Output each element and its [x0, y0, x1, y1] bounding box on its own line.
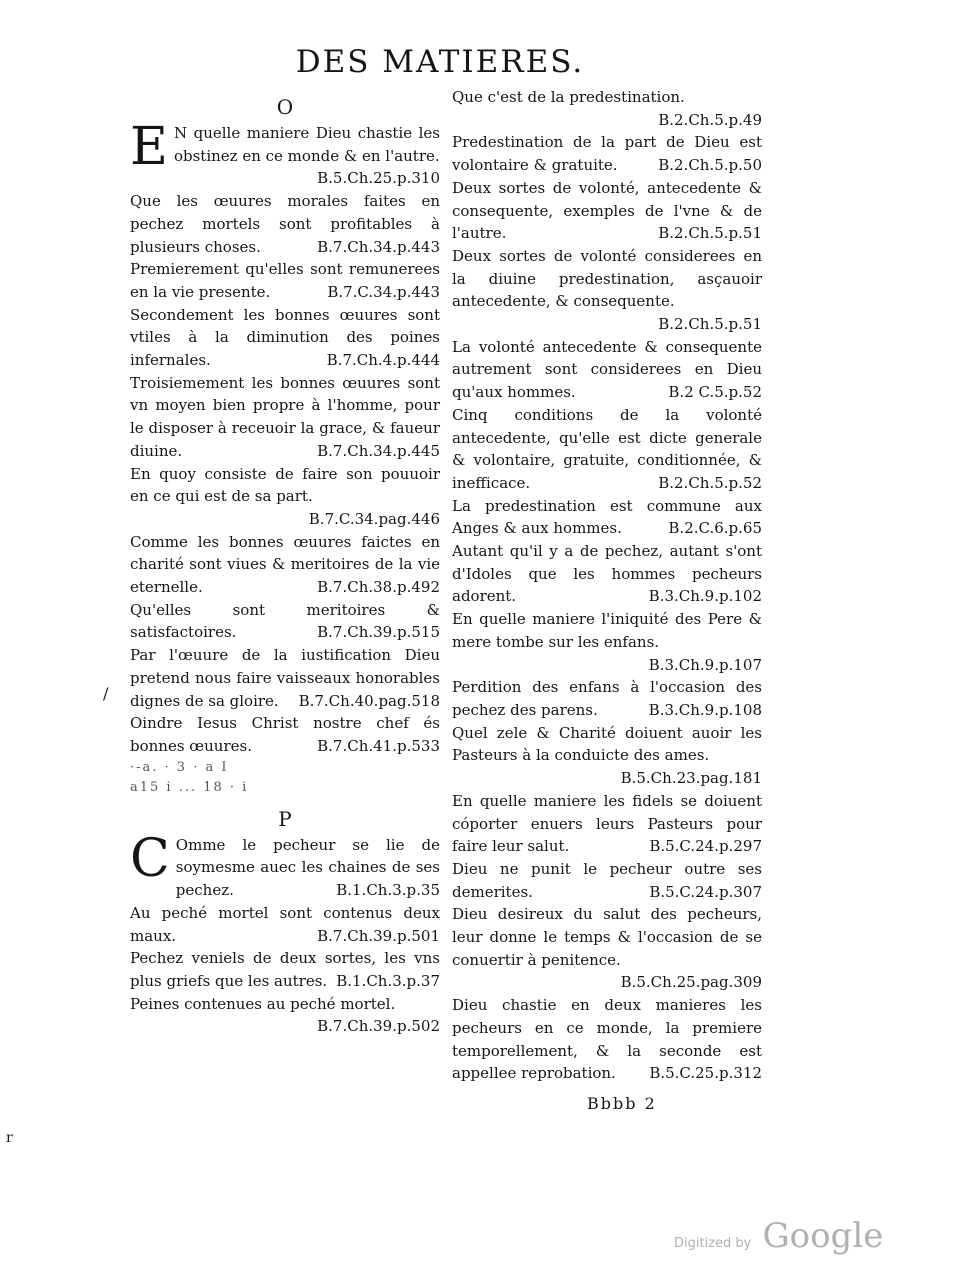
entry-reference: B.7.Ch.4.p.444 — [326, 351, 440, 370]
section-letter-p: P — [278, 806, 292, 831]
entry-reference: B.7.Ch.39.p.515 — [317, 623, 440, 642]
entry-text: Par l'œuure de la iustification Dieu pretend nous faire vaisseaux honorables dignes de sa gloire. — [130, 646, 440, 710]
entry-reference: B.7.Ch.41.p.533 — [317, 736, 440, 755]
index-entry — [130, 712, 440, 757]
index-entry — [452, 608, 762, 676]
index-entry — [452, 177, 762, 245]
entry-text: Cinq conditions de la volonté antecedente, qu'elle est dicte generale & volontaire, gratuite, conditionnée, & inefficace. — [452, 405, 762, 492]
entry-text: Deux sortes de volonté, antecedente & consequente, exemples de l'vne & de l'autre. — [452, 178, 762, 243]
digitized-watermark — [674, 1216, 883, 1256]
entry-text: En quelle maniere les fidels se doiuent cóporter enuers leurs Pasteurs pour faire leur salut. — [452, 791, 762, 856]
index-entry — [452, 495, 762, 540]
entry-text: Que c'est de la predestination. — [452, 88, 685, 106]
entry-text: Quel zele & Charité doiuent auoir les Pasteurs à la conduicte des ames. — [452, 723, 762, 765]
entry-text: En quelle maniere l'iniquité des Pere & mere tombe sur les enfans. — [452, 610, 762, 651]
entry-text: Secondement les bonnes œuures sont vtiles à la diminution des poines infernales. — [130, 305, 440, 370]
entry-text: Pechez veniels de deux sortes, les vns plus griefs que les autres. — [130, 949, 440, 990]
index-entry — [130, 902, 440, 947]
section-letter-o: O — [276, 95, 294, 119]
page-title: DES MATIERES. — [295, 44, 585, 80]
entry-text: Dieu desireux du salut des pecheurs, leur donne le temps & l'occasion de se conuertir à penitence. — [452, 905, 762, 969]
index-entry — [452, 540, 762, 608]
entry-text: Peines contenues au peché mortel. — [130, 994, 396, 1013]
entry-reference: B.5.C.24.p.297 — [649, 837, 762, 856]
entry-reference: B.7.Ch.40.pag.518 — [298, 691, 440, 710]
entry-reference: B.7.Ch.39.p.501 — [317, 926, 440, 945]
index-entry — [130, 258, 440, 303]
margin-mark: / — [103, 684, 109, 703]
index-entry — [130, 463, 440, 531]
index-entry — [130, 828, 440, 902]
entry-text: Autant qu'il y a de pechez, autant s'ont d'Idoles que les hommes pecheurs adorent. — [452, 542, 762, 606]
left-column — [130, 86, 440, 1038]
entry-reference: B.2 C.5.p.52 — [668, 383, 762, 402]
entry-reference: B.3.Ch.9.p.102 — [648, 587, 762, 606]
watermark-brand: Google — [762, 1216, 884, 1256]
index-entry — [452, 858, 762, 903]
entry-text: La volonté antecedente & consequente autrement sont considerees en Dieu qu'aux hommes. — [452, 337, 762, 402]
entry-text: Dieu chastie en deux manieres les pecheurs en ce monde, la premiere temporellement, & la seconde est appellee reprobation. — [452, 996, 762, 1083]
entry-text: En quoy consiste de faire son pouuoir en ce qui est de sa part. — [130, 464, 440, 506]
entry-reference: B.1.Ch.3.p.37 — [336, 971, 440, 990]
margin-mark-bottom: r — [6, 1130, 13, 1146]
entry-reference: B.7.Ch.38.p.492 — [317, 578, 440, 597]
entry-reference: B.7.Ch.39.p.502 — [317, 1017, 440, 1036]
entry-text: Troisiemement les bonnes œuures sont vn moyen bien propre à l'homme, pour le disposer à receuoir la grace, & faueur diuine. — [130, 373, 440, 460]
index-entry — [452, 676, 762, 721]
entry-text: Qu'elles sont meritoires & satisfactoires. — [130, 600, 440, 642]
entry-text: Au peché mortel sont contenus deux maux. — [130, 903, 440, 945]
entry-reference: B.2.Ch.5.p.52 — [658, 473, 762, 492]
index-entry — [130, 190, 440, 258]
entry-text: Oindre Iesus Christ nostre chef és bonnes œuures. — [130, 714, 440, 755]
entry-text: Que les œuures morales faites en pechez mortels sont profitables à plusieurs choses. — [130, 192, 440, 256]
entry-text: Deux sortes de volonté considerees en la diuine predestination, asçauoir antecedente, & consequente. — [452, 246, 762, 311]
index-entry — [452, 404, 762, 495]
entry-reference: B.5.C.24.p.307 — [649, 882, 762, 901]
entry-reference: B.5.Ch.25.p.310 — [317, 169, 440, 188]
index-entry — [452, 790, 762, 858]
drop-cap: C — [130, 828, 170, 889]
entry-reference: B.3.Ch.9.p.107 — [648, 655, 762, 674]
index-entry — [130, 644, 440, 712]
drop-cap: E — [130, 117, 168, 177]
entry-text: Comme les bonnes œuures faictes en charité sont viues & meritoires de la vie eternelle. — [130, 532, 440, 597]
signature-mark: Bbbb 2 — [587, 1094, 657, 1113]
right-column — [452, 86, 762, 1085]
entry-reference: B.5.Ch.25.pag.309 — [620, 973, 762, 992]
entry-reference: B.3.Ch.9.p.108 — [648, 700, 762, 719]
index-entry — [452, 86, 762, 131]
watermark-prefix: Digitized by — [674, 1236, 752, 1251]
right-column-entries — [452, 86, 762, 1085]
entry-reference: B.7.C.34.p.443 — [327, 282, 440, 301]
entry-text: N quelle maniere Dieu chastie les obstinez en ce monde & en l'autre. — [173, 124, 440, 165]
index-entry — [130, 599, 440, 644]
index-entry — [130, 304, 440, 372]
entry-reference: B.1.Ch.3.p.35 — [336, 881, 440, 900]
index-entry — [130, 117, 440, 190]
entry-reference: B.7.Ch.34.p.445 — [317, 441, 440, 460]
entry-text: La predestination est commune aux Anges & aux hommes. — [452, 496, 762, 538]
index-entry — [130, 947, 440, 992]
entry-reference: B.2.Ch.5.p.51 — [658, 224, 762, 243]
entry-reference: B.7.C.34.pag.446 — [308, 509, 440, 528]
entry-reference: B.2.Ch.5.p.51 — [658, 315, 762, 334]
section-o-entries — [130, 117, 440, 758]
index-entry — [452, 131, 762, 176]
index-entry — [130, 531, 440, 599]
index-entry — [452, 994, 762, 1085]
entry-reference: B.5.Ch.23.pag.181 — [620, 769, 762, 788]
index-entry — [452, 336, 762, 404]
index-entry — [130, 372, 440, 463]
index-entry — [452, 722, 762, 790]
entry-reference: B.5.C.25.p.312 — [649, 1064, 762, 1083]
entry-text: Predestination de la part de Dieu est volontaire & gratuite. — [452, 133, 762, 175]
section-p-entries — [130, 828, 440, 1038]
index-entry — [452, 245, 762, 336]
entry-reference: B.2.Ch.5.p.49 — [658, 110, 762, 129]
entry-text: Dieu ne punit le pecheur outre ses demerites. — [452, 859, 762, 901]
entry-text: Perdition des enfans à l'occasion des pechez des parens. — [452, 678, 762, 719]
entry-reference: B.2.C.6.p.65 — [668, 519, 762, 538]
bleed-through-marks: ·-a. · 3 · a I a15 i ... 18 · i — [130, 759, 249, 795]
entry-text: Omme le pecheur se lie de soymesme auec les chaines de ses pechez. — [175, 835, 440, 900]
index-entry — [452, 903, 762, 994]
entry-reference: B.7.Ch.34.p.443 — [317, 237, 440, 256]
entry-text: Premierement qu'elles sont remunerees en la vie presente. — [130, 260, 440, 301]
index-entry — [130, 993, 440, 1038]
entry-reference: B.2.Ch.5.p.50 — [658, 156, 762, 175]
